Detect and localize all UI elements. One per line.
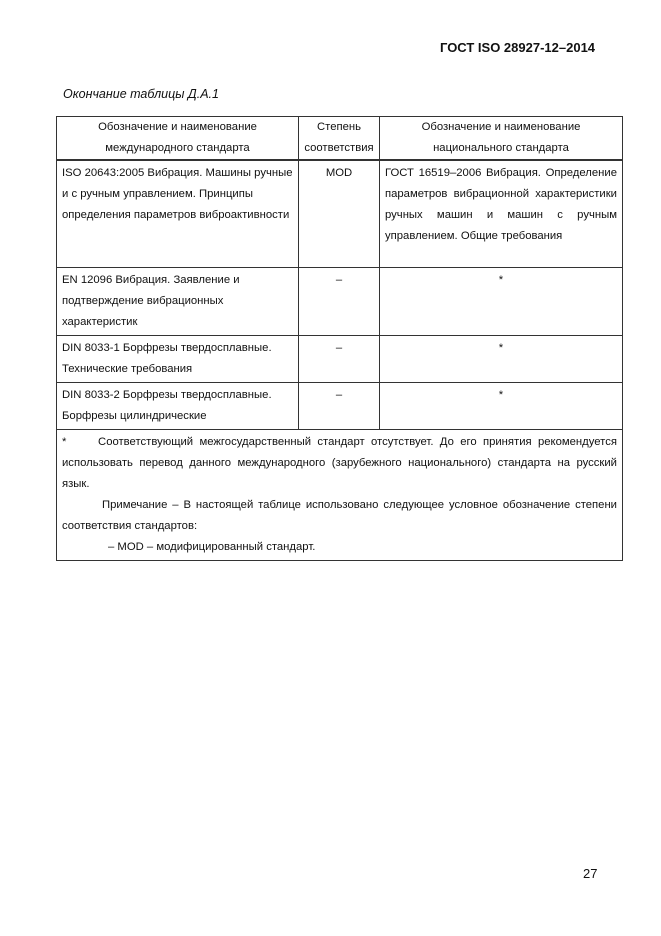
table-row bbox=[57, 383, 623, 430]
header-intl-standard bbox=[57, 117, 299, 161]
header-degree bbox=[299, 117, 380, 161]
header-line: соответствия bbox=[304, 142, 374, 154]
table-notes-row bbox=[57, 430, 623, 561]
header-line: Обозначение и наименование bbox=[421, 121, 581, 133]
table-row bbox=[57, 160, 623, 268]
header-line: Обозначение и наименование bbox=[98, 121, 257, 133]
cell-degree: – bbox=[299, 383, 380, 430]
remark: Примечание – В настоящей таблице использовано следующее условное обозначение степени соответствия стандартов: bbox=[62, 499, 617, 532]
table-row bbox=[57, 268, 623, 336]
cell-intl: EN 12096 Вибрация. Заявление и подтверждение вибрационных характеристик bbox=[57, 268, 299, 336]
cell-national: * bbox=[380, 268, 623, 336]
cell-national: * bbox=[380, 336, 623, 383]
table-row bbox=[57, 336, 623, 383]
header-national-standard bbox=[380, 117, 623, 161]
footnote-marker: * bbox=[62, 436, 67, 448]
header-line: международного стандарта bbox=[105, 142, 250, 154]
header-line: национального стандарта bbox=[433, 142, 569, 154]
cell-degree: MOD bbox=[299, 160, 380, 268]
table-header-row bbox=[57, 117, 623, 161]
cell-degree: – bbox=[299, 336, 380, 383]
footnote bbox=[62, 432, 617, 495]
document-code: ГОСТ ISO 28927-12–2014 bbox=[440, 40, 596, 55]
page-number: 27 bbox=[583, 866, 598, 881]
cell-intl: ISO 20643:2005 Вибрация. Машины ручные и с ручным управлением. Принципы определения параметров виброактивности bbox=[57, 160, 299, 268]
cell-intl: DIN 8033-1 Борфрезы твердосплавные. Технические требования bbox=[57, 336, 299, 383]
cell-degree: – bbox=[299, 268, 380, 336]
table-caption: Окончание таблицы Д.А.1 bbox=[63, 87, 219, 101]
standards-table bbox=[56, 116, 623, 561]
footnote-text: Соответствующий межгосударственный стандарт отсутствует. До его принятия рекомендуется использовать перевод данного международного (зарубежного национального) стандарта на русский язык. bbox=[62, 436, 617, 490]
cell-intl: DIN 8033-2 Борфрезы твердосплавные. Борфрезы цилиндрические bbox=[57, 383, 299, 430]
cell-national: ГОСТ 16519–2006 Вибрация. Определение параметров вибрационной характеристики ручных машин и машин с ручным управлением. Общие требования bbox=[380, 160, 623, 268]
legend-item: – MOD – модифицированный стандарт. bbox=[108, 541, 316, 553]
header-line: Степень bbox=[316, 121, 361, 133]
notes-cell bbox=[57, 430, 623, 561]
cell-national: * bbox=[380, 383, 623, 430]
